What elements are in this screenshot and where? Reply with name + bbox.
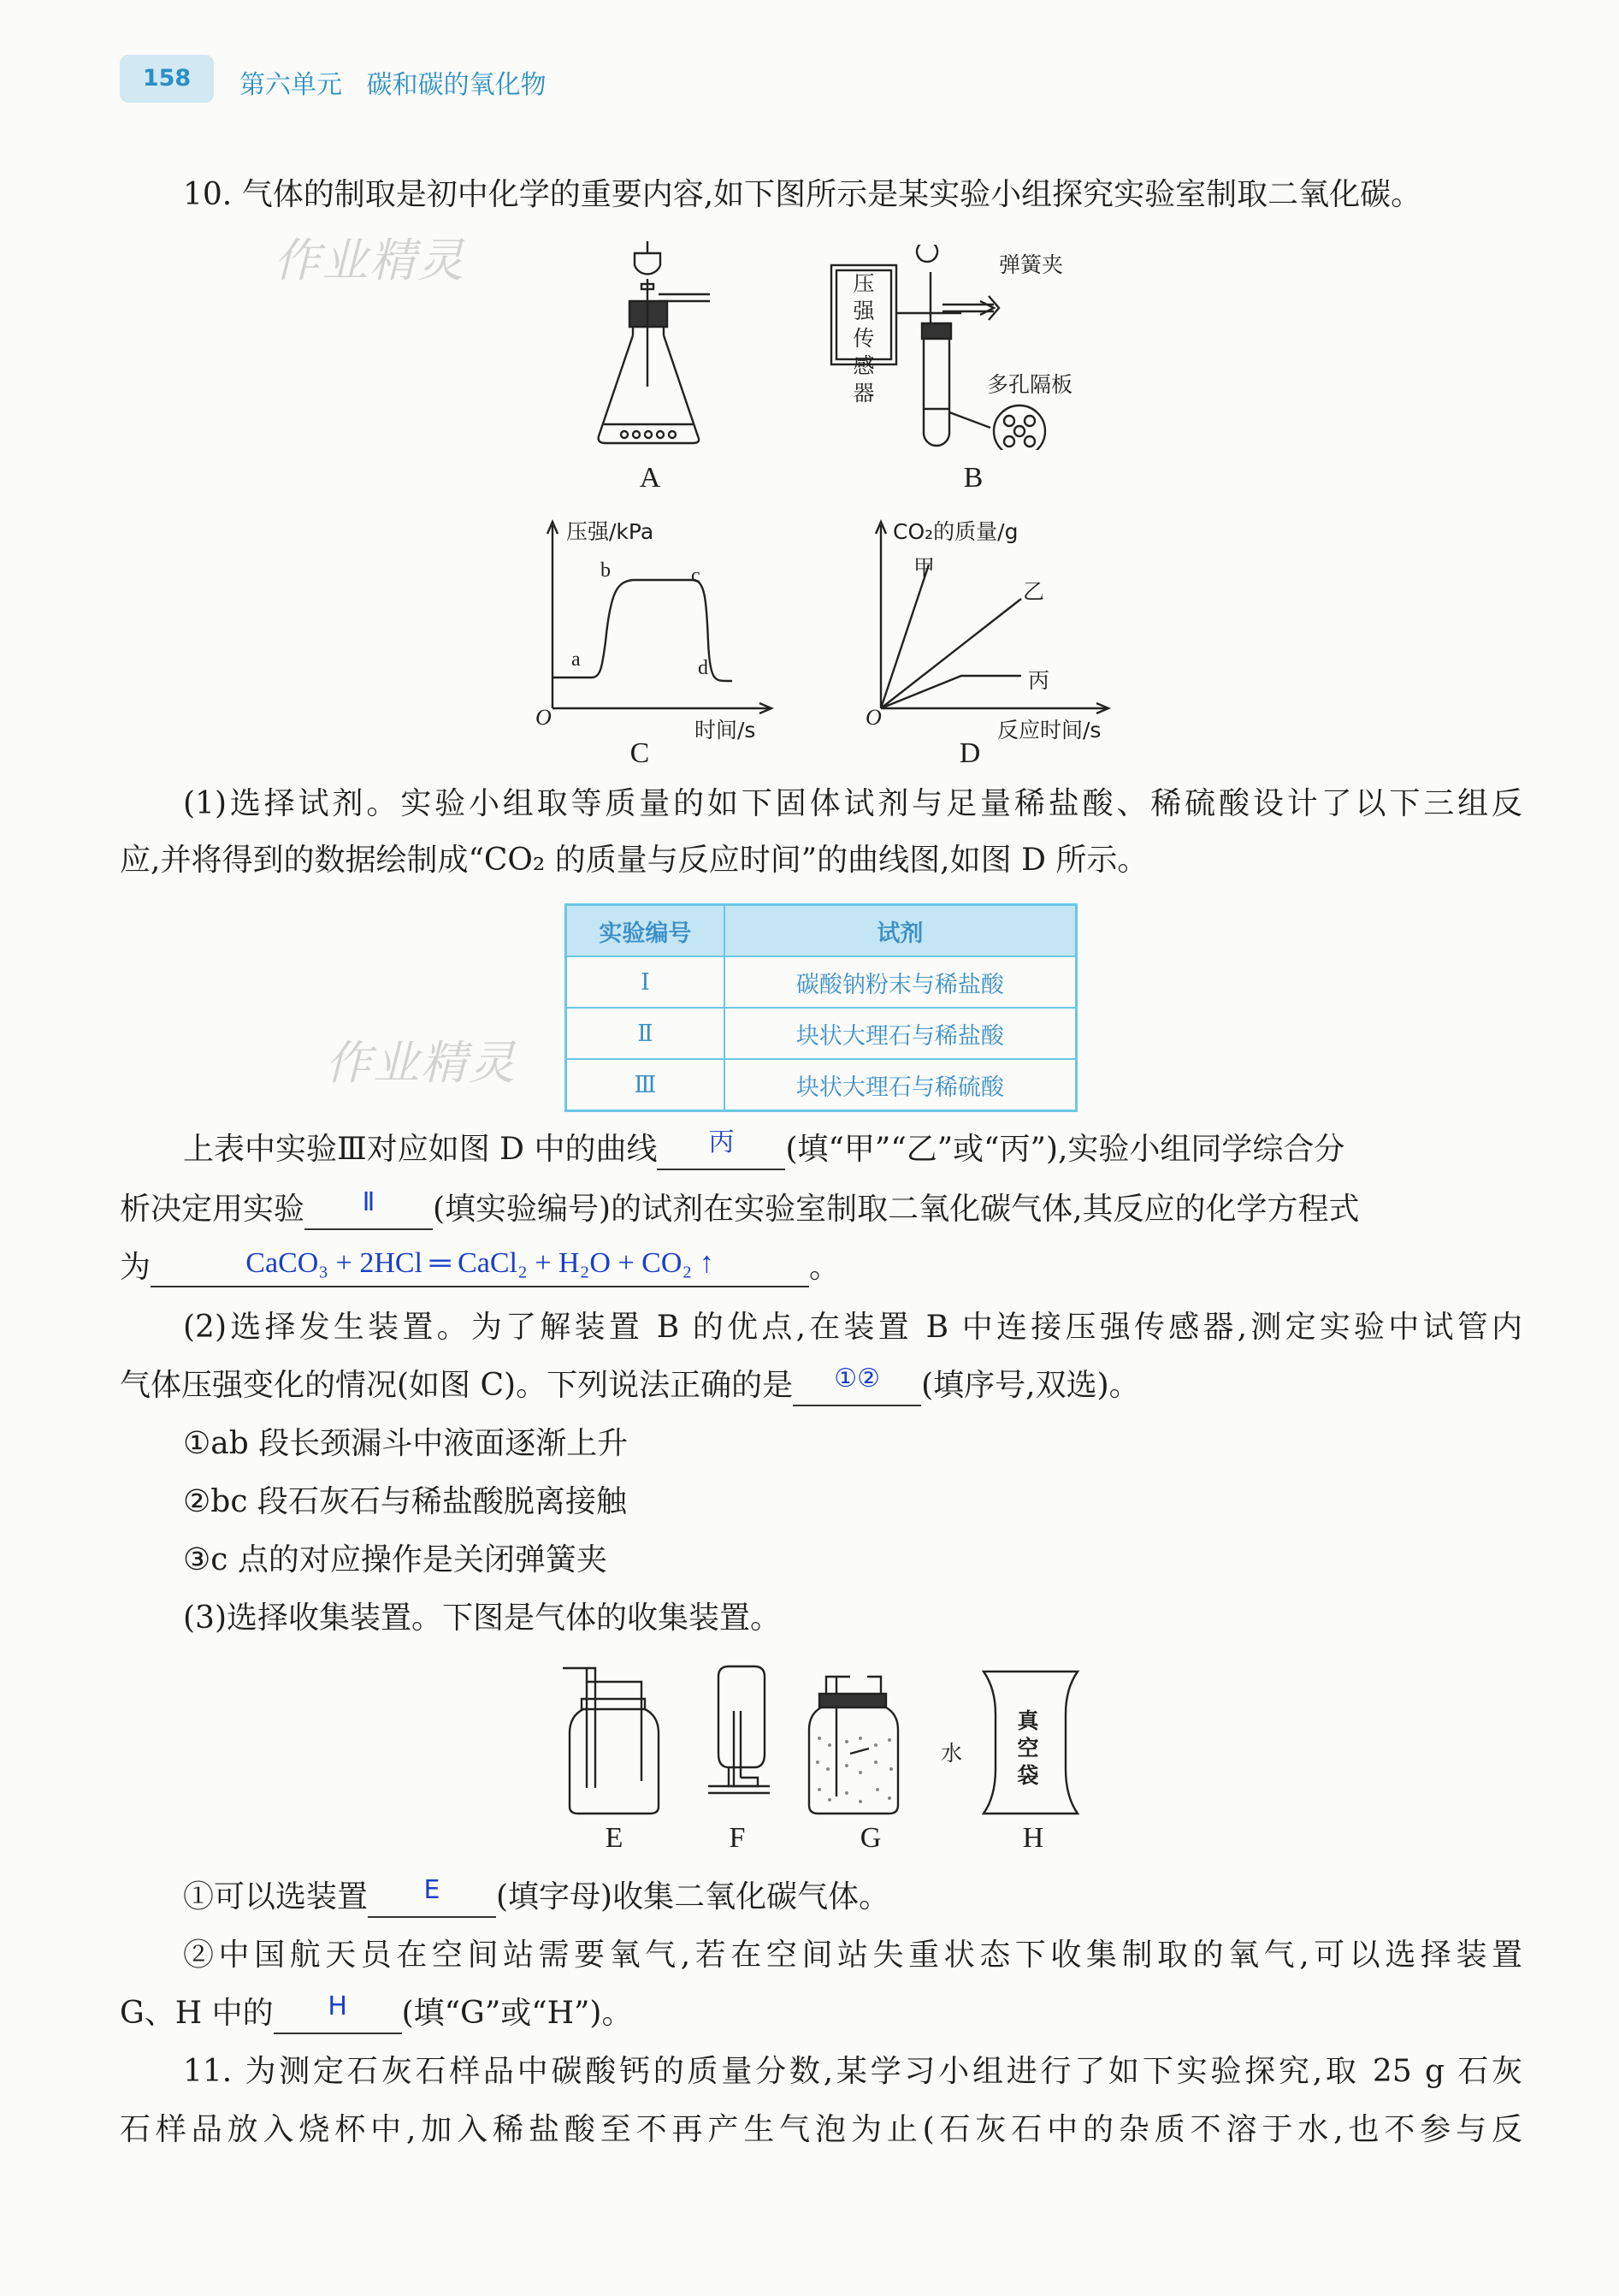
curve-jia	[881, 565, 929, 708]
figure-label-h: H	[1022, 1822, 1044, 1854]
option-2: ②bc 段石灰石与稀盐酸脱离接触	[183, 1484, 627, 1519]
table-cell-reagent: 块状大理石与稀硫酸	[724, 1059, 1077, 1111]
chapter-title	[239, 63, 547, 101]
part3-space-line1: ②中国航天员在空间站需要氧气,若在空间站失重状态下收集制取的氧气,可以选择装置	[183, 1938, 1522, 1973]
water-label: 水	[941, 1741, 963, 1766]
porous-plate-label: 多孔隔板	[987, 372, 1073, 397]
part3-space-line2: G、H 中的 $^H$ (填“G”或“H”)。	[120, 1995, 1522, 2034]
table-cell-reagent: 块状大理石与稀盐酸	[724, 1008, 1077, 1059]
figure-label-a: A	[639, 462, 661, 494]
answer-blank-space[interactable]: H	[274, 1997, 402, 2034]
part2-line2: 气体压强变化的情况(如图 C)。下列说法正确的是 ①② (填序号,双选)。	[120, 1367, 1522, 1406]
q11-line2: 石样品放入烧杯中,加入稀盐酸至不再产生气泡为止(石灰石中的杂质不溶于水,也不参与反	[120, 2112, 1522, 2147]
chart-d-ylabel: CO₂的质量/g	[893, 519, 1019, 544]
q10-intro: 10. 气体的制取是初中化学的重要内容,如下图所示是某实验小组探究实验室制取二氧化碳。	[183, 177, 1422, 212]
unit-label: 第六单元	[239, 70, 342, 100]
chart-d-series-yi: 乙	[1023, 579, 1045, 604]
spring-clamp-label: 弹簧夹	[999, 252, 1064, 277]
figure-label-b: B	[963, 462, 984, 494]
chart-c-xlabel: 时间/s	[694, 718, 756, 743]
table-header-row	[566, 905, 1077, 957]
table-header-id: 实验编号	[566, 905, 724, 957]
figure-label-d: D	[959, 737, 981, 769]
chart-c-point-c: c	[691, 565, 700, 587]
apparatus-a-figure	[582, 241, 718, 447]
part3-collect-question: ①可以选装置 $^E$ (填字母)收集二氧化碳气体。	[183, 1879, 1586, 1918]
part1-line2: 应,并将得到的数据绘制成“CO₂ 的质量与反应时间”的曲线图,如图 D 所示。	[120, 843, 1149, 878]
table-cell-id: Ⅰ	[566, 956, 724, 1008]
part3-line: (3)选择收集装置。下图是气体的收集装置。	[183, 1601, 781, 1636]
answer-blank-curve[interactable]: 丙	[657, 1133, 785, 1170]
chart-c-origin: O	[535, 705, 552, 730]
chart-d-series-bing: 丙	[1028, 668, 1050, 693]
answer-blank-collect[interactable]: E	[368, 1880, 496, 1918]
page-number: 158	[120, 55, 214, 103]
answer-blank-equation[interactable]: CaCO₃ + 2HCl ═ CaCl₂ + H₂O + CO₂ ↑	[151, 1251, 809, 1287]
q11-line1: 11. 为测定石灰石样品中碳酸钙的质量分数,某学习小组进行了如下实验探究,取 25 g 石灰	[183, 2054, 1522, 2089]
watermark: 作业精灵	[325, 1036, 517, 1090]
figure-label-c: C	[629, 737, 650, 769]
table-row	[566, 1008, 1077, 1059]
answer-blank-experiment[interactable]: Ⅱ	[304, 1192, 433, 1230]
option-3: ③c 点的对应操作是关闭弹簧夹	[183, 1542, 607, 1577]
table-cell-id: Ⅱ	[566, 1008, 724, 1059]
part1-curve-question: 上表中实验Ⅲ对应如图 D 中的曲线 $^丙$ (填“甲”“乙”或“丙”),实验小组同学综合分	[183, 1131, 1586, 1170]
pressure-sensor-label: 压强 传感 器	[853, 271, 875, 405]
chart-c-point-a: a	[571, 648, 581, 671]
figure-label-e: E	[605, 1822, 623, 1854]
answer-blank-options[interactable]: ①②	[793, 1369, 921, 1406]
reagent-table	[564, 903, 1078, 1112]
chart-d-series-jia: 甲	[913, 555, 936, 580]
curve-yi	[881, 599, 1021, 708]
chart-c-point-d: d	[698, 657, 708, 679]
chart-c-pressure-curve	[539, 513, 778, 736]
watermark: 作业精灵	[274, 234, 465, 287]
chart-c-point-b: b	[600, 559, 611, 582]
chart-d-origin: O	[866, 705, 882, 730]
table-cell-id: Ⅲ	[566, 1059, 724, 1111]
table-cell-reagent: 碳酸钠粉末与稀盐酸	[724, 956, 1077, 1008]
figure-label-g: G	[860, 1822, 882, 1854]
table-row	[566, 956, 1077, 1008]
unit-title: 碳和碳的氧化物	[366, 70, 547, 100]
chart-c-ylabel: 压强/kPa	[566, 519, 654, 544]
part1-experiment-question: 析决定用实验 $^Ⅱ$ (填实验编号)的试剂在实验室制取二氧化碳气体,其反应的化学方程式	[120, 1191, 1522, 1230]
table-row	[566, 1059, 1077, 1111]
chart-d-co2-curves	[867, 513, 1124, 736]
chart-d-xlabel: 反应时间/s	[997, 718, 1102, 743]
figure-label-f: F	[729, 1822, 746, 1854]
vacuum-bag-label: 真 空 袋	[1017, 1708, 1039, 1788]
part2-line1: (2)选择发生装置。为了解装置 B 的优点,在装置 B 中连接压强传感器,测定实验中试管内	[183, 1310, 1522, 1345]
option-1: ①ab 段长颈漏斗中液面逐渐上升	[183, 1426, 629, 1461]
part1-line1: (1)选择试剂。实验小组取等质量的如下固体试剂与足量稀盐酸、稀硫酸设计了以下三组反	[183, 786, 1522, 821]
part1-equation-line: 为 CaCO₃ + 2HCl ═ CaCl₂ + H₂O + CO₂ ↑ 。	[120, 1249, 1522, 1287]
table-header-reagent: 试剂	[724, 905, 1077, 957]
